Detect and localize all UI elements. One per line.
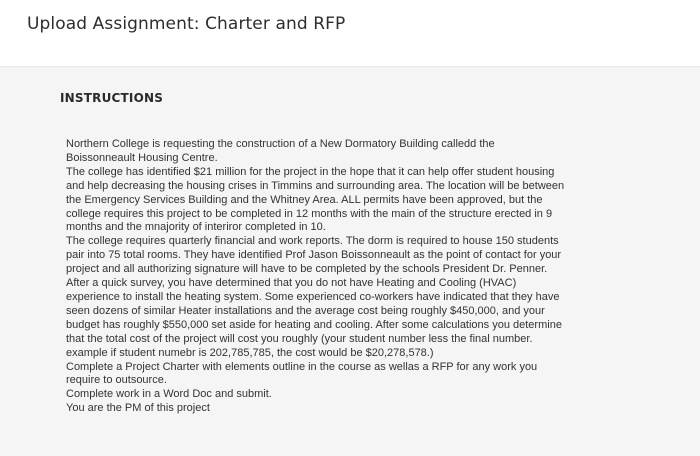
instruction-line: months and the mnajority of interiror completed in 10. xyxy=(66,221,326,234)
instructions-panel xyxy=(0,66,700,456)
instruction-line: You are the PM of this project xyxy=(66,402,210,415)
instruction-line: project and all authorizing signature will have to be completed by the schools President Dr. Penner. xyxy=(66,263,548,276)
page-title: Upload Assignment: Charter and RFP xyxy=(27,14,346,34)
instructions-body xyxy=(66,138,606,416)
instructions-heading: INSTRUCTIONS xyxy=(60,91,164,105)
instruction-line: The college requires quarterly financial and work reports. The dorm is required to house 150 students xyxy=(66,235,559,248)
instruction-line: After a quick survey, you have determined that you do not have Heating and Cooling (HVAC) xyxy=(66,277,517,290)
instruction-line: the Emergency Services Building and the Whitney Area. ALL permits have been approved, but the xyxy=(66,193,543,206)
instruction-line: that the total cost of the project will cost you roughly (your student number less the final number. xyxy=(66,332,533,345)
instruction-line: Northern College is requesting the construction of a New Dormatory Building calledd the xyxy=(66,138,495,150)
instruction-line: Complete work in a Word Doc and submit. xyxy=(66,388,272,401)
instruction-line: Boissonneault Housing Centre. xyxy=(66,151,218,164)
instruction-line: and help decreasing the housing crises in Timmins and surrounding area. The location will be between xyxy=(66,179,565,192)
instruction-line: Complete a Project Charter with elements outline in the course as wellas a RFP for any work you xyxy=(66,360,538,373)
instruction-line: experience to install the heating system. Some experienced co-workers have indicated that they have xyxy=(66,290,560,303)
instruction-line: pair into 75 total rooms. They have identified Prof Jason Boissonneault as the point of contact for your xyxy=(66,249,562,262)
instruction-line: seen dozens of similar Heater installations and the average cost being roughly $450,000, and your xyxy=(66,304,545,317)
instruction-line: budget has roughly $550,000 set aside for heating and cooling. After some calculations you determine xyxy=(66,318,562,331)
instruction-line: The college has identified $21 million for the project in the hope that it can help offer student housing xyxy=(66,165,555,178)
instruction-line: college requires this project to be completed in 12 months with the main of the structure erected in 9 xyxy=(66,207,553,220)
instruction-line: example if student numebr is 202,785,785, the cost would be $20,278,578.) xyxy=(66,346,434,359)
instruction-line: require to outsource. xyxy=(66,374,167,387)
